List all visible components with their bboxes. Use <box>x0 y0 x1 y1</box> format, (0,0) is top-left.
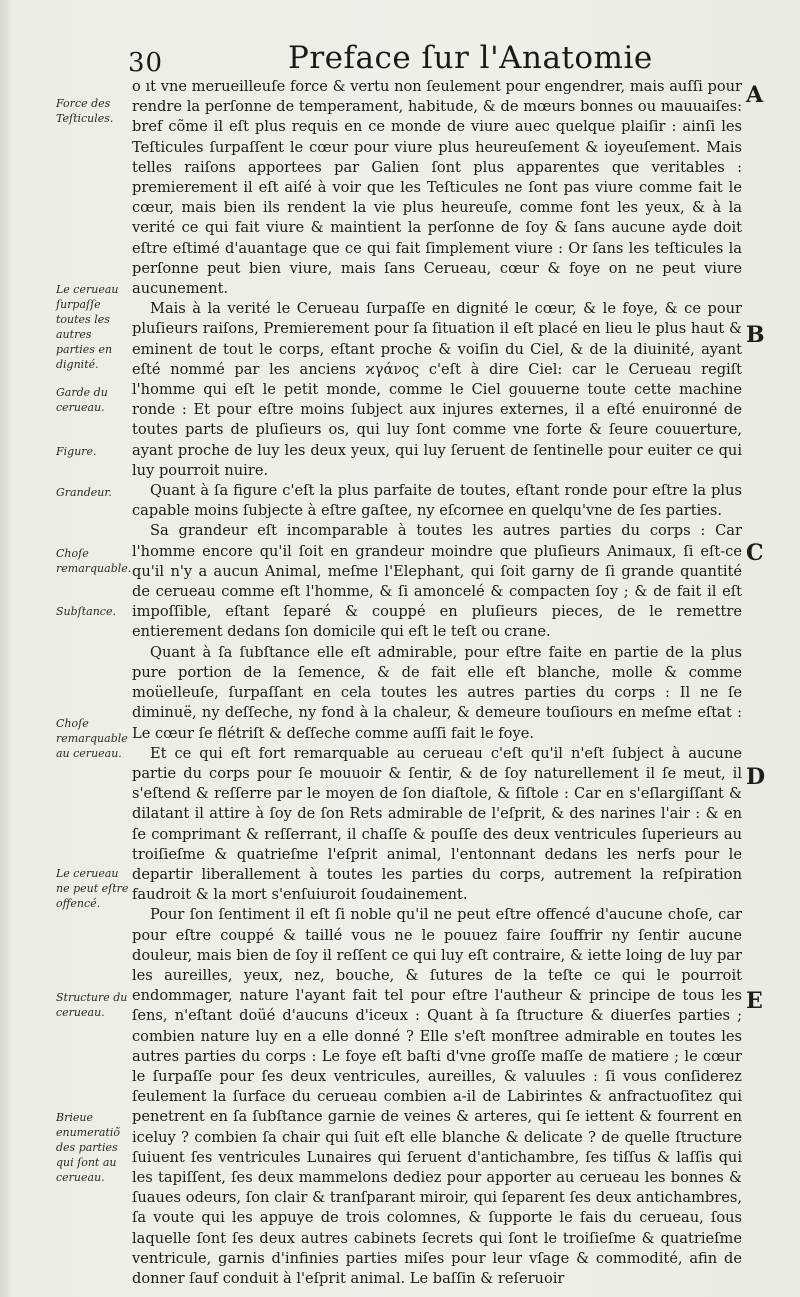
section-letter: E <box>746 988 763 1014</box>
paragraph: Mais à la verité le Cerueau ſurpaſſe en dignité le cœur, & le foye, & ce pour pluſieurs raiſons, Premierement pour ſa ſituation il eſt placé en lieu le plus haut & eminent de tout le corps, eſtant proche & voiſin du Ciel, & de la diuinité, ayant eſté nommé par les anciens ϰγάνος c'eſt à dire Ciel: car le Cerueau regiſt l'homme qui eſt le petit monde, comme le Ciel gouuerne toute cette machine ronde : Et pour eſtre moins ſubject aux injures externes, il a eſté enuironné de toutes parts de pluſieurs os, qui luy ſont comme vne forte & ſeure couuerture, ayant proche de luy les deux yeux, qui luy ſeruent de ſentinelle pour euiter ce qui luy pourroit nuire. <box>132 300 742 479</box>
page-number: 30 <box>128 48 164 78</box>
margin-note: Le cerueau ſurpaſſe toutes les autres parties en dignité. <box>56 283 119 371</box>
section-letter: C <box>746 540 764 566</box>
page-title: Preface ſur l'Anatomie <box>288 40 653 76</box>
paragraph: Pour ſon ſentiment il eſt ſi noble qu'il ne peut eſtre offencé d'aucune choſe, car pour eſtre couppé & taillé vous ne le pouuez faire ſouffrir ny ſentir aucune douleur, mais bien de ſoy il reſſent ce qui luy eſt contraire, & iette loing de luy par les aureilles, yeux, nez, bouche, & ſutures de la teſte ce qui le pourroit endommager, nature l'ayant fait tel pour eſtre l'autheur & principe de tous les ſens, n'eſtant doüé d'aucuns d'iceux : Quant à ſa ſtructure & diuerſes parties ; combien nature luy en a elle donné ? Elle s'eſt monſtree admirable en toutes les autres parties du corps : Le foye eſt baſti d'vne groſſe maſſe de matiere ; le cœur le ſurpaſſe pour ſes deux ventricules, aureilles, & valuules : ſi vous conſiderez ſeulement la ſurface du cerueau combien a-il de Labirintes & anfractuoſitez qui penetrent en ſa ſubſtance garnie de veines & arteres, qui ſe iettent & fourrent en iceluy ? combien ſa chair qui ſuit eſt elle blanche & delicate ? de quelle ſtructure ſuiuent ſes ventricules Lunaires qui ſeruent d'antichambre, ſes tiſſus & laſſis qui les tapiſſent, ſes deux mammelons dediez pour apporter au cerueau les bonnes & ſuaues odeurs, ſon clair & tranſparant miroir, qui ſeparent ſes deux antichambres, ſa voute qui les appuye de trois colomnes, & ſupporte le fais du cerueau, ſous laquelle ſont ſes deux autres cabinets ſecrets qui ſont le troiſieſme & quatrieſme ventricule, garnis d'infinies parties miſes pour leur vſage & commodité, afin de donner ſauf conduit à l'eſprit animal. Le baſſin & reſeruoir <box>132 906 742 1287</box>
running-header <box>118 34 678 76</box>
section-letter: B <box>746 322 765 348</box>
margin-note: Garde du cerueau. <box>56 386 108 414</box>
paragraph: o ıt vne merueilleuſe force & vertu non ſeulement pour engendrer, mais auſſi pour rendre la perſonne de temperament, habitude, & de mœurs bonnes ou mauuaiſes: bref cõme il eſt plus requis en ce monde de viure auec quelque plaiſir : ainſi les Teſticules ſurpaſſent le cœur pour viure plus heureuſement & ioyeuſement. Mais telles raiſons apportees par Galien ſont plus apparentes que veritables : premierement il eſt aiſé à voir que les Teſticules ne ſont pas viure comme fait le cœur, mais bien ils rendent la vie plus heureuſe, comme font les yeux, & à la verité ce qui fait viure & maintient la perſonne de ſoy & ſans aucune ayde doit eſtre eſtimé d'auantage que ce qui fait ſimplement viure : Or ſans les teſticules la perſonne peut bien viure, mais ſans Cerueau, cœur & foye on ne peut viure aucunement. <box>132 78 742 298</box>
margin-note: Force des Teſticules. <box>56 97 114 125</box>
margin-note: Grandeur. <box>56 486 112 499</box>
paragraph: Et ce qui eſt fort remarquable au cerueau c'eſt qu'il n'eſt ſubject à aucune partie du corps pour ſe mouuoir & ſentir, & de ſoy naturellement il ſe meut, il s'eſtend & reſſerre par le moyen de ſon diaſtole, & ſiſtole : Car en s'eſlargiſſant & dilatant il attire à ſoy de ſon Rets admirable de l'eſprit, & des narines l'air : & en ſe comprimant & reſſerrant, il chaſſe & pouſſe des deux ventricules ſuperieurs au troiſieſme & quatrieſme l'eſprit animal, l'entonnant dedans les nerfs pour le departir liberallement à toutes les parties du corps, autrement la reſpiration faudroit & la mort s'enſuiuroit ſoudainement. <box>132 744 742 904</box>
paragraph: Quant à ſa ſubſtance elle eſt admirable, pour eſtre faite en partie de la plus pure portion de la ſemence, & de fait elle eſt blanche, molle & comme moüelleuſe, ſurpaſſant en cela toutes les autres parties du corps : Il ne ſe diminuë, ny deſſeche, ny fond à la chaleur, & demeure touſiours en meſme eſtat : Le cœur ſe flétriſt & deſſeche comme auſſi fait le foye. <box>132 643 742 742</box>
margin-note: Le cerueau ne peut eſtre offencé. <box>56 867 129 910</box>
margin-note: Choſe remarquable au cerueau. <box>56 717 128 760</box>
section-letter: D <box>746 764 766 790</box>
margin-note: Brieue enumeratiõ des parties qui ſont au cerueau. <box>56 1111 120 1184</box>
margin-note: Figure. <box>56 445 97 458</box>
main-text <box>132 77 742 1289</box>
paragraph: Sa grandeur eſt incomparable à toutes les autres parties du corps : Car l'homme encore qu'il ſoit en grandeur moindre que pluſieurs Animaux, ſi eſt-ce qu'il n'y a aucun Animal, meſme l'Elephant, qui ſoit garny de ſi grande quantité de cerueau comme eſt l'homme, & ſi amoncelé & compacten ſoy ; & de fait il eſt impoſſible, eſtant ſeparé & couppé en pluſieurs pieces, de le remettre entierement dedans ſon domicile qui eſt le teſt ou crane. <box>132 522 742 641</box>
section-letter: A <box>746 82 764 108</box>
margin-note: Subſtance. <box>56 605 116 618</box>
paragraph: Quant à ſa figure c'eſt la plus parfaite de toutes, eſtant ronde pour eſtre la plus capable moins ſubjecte à eſtre gaſtee, ny eſcornee en quelqu'vne de ſes parties. <box>132 482 742 520</box>
margin-note: Choſe remarquable. <box>56 547 132 575</box>
margin-note: Structure du cerueau. <box>56 991 128 1019</box>
